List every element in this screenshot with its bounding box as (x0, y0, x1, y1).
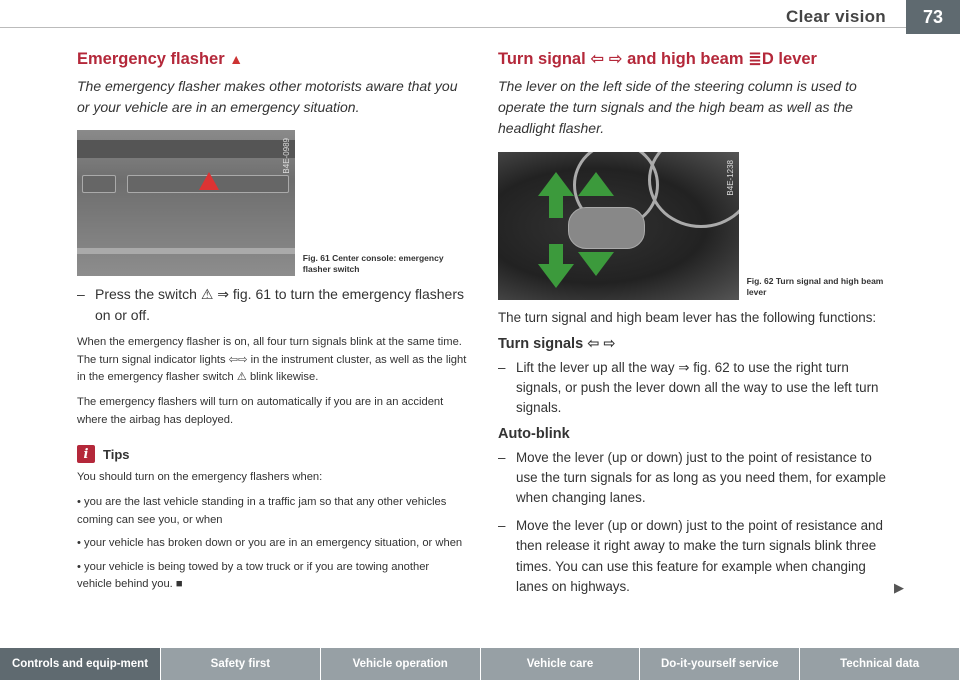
intro-text: The emergency flasher makes other motorists aware that you or your vehicle are in an emergency situation. (77, 77, 458, 116)
info-icon: i (77, 445, 95, 463)
step-text: Move the lever (up or down) just to the point of resistance to use the turn signals for as long as you need them, for example when changing lanes. (516, 450, 886, 506)
warning-triangle-icon: ▲ (229, 51, 244, 67)
footer-tab-safety[interactable]: Safety first (161, 648, 321, 680)
left-column (77, 50, 467, 599)
step-dash: – (498, 518, 506, 534)
arrow-down-icon (538, 264, 574, 288)
step-item (498, 448, 892, 508)
continue-arrow-icon: ▶ (894, 580, 904, 595)
header-rule (0, 27, 960, 28)
footer-tab-vehicle-operation[interactable]: Vehicle operation (321, 648, 481, 680)
footer-tab-controls[interactable]: Controls and equip-ment (0, 648, 161, 680)
footer-nav (0, 648, 960, 680)
section-title-text: Emergency flasher (77, 50, 225, 68)
step-text: Lift the lever up all the way ⇒ fig. 62 to use the right turn signals, or push the lever down all the way to use the left turn signals. (516, 359, 879, 415)
figure-id: B4E-1238 (725, 159, 735, 196)
section-title-emergency-flasher (77, 50, 467, 70)
tips-bullet-text: your vehicle has broken down or you are in an emergency situation, or when (84, 537, 463, 550)
lever-stalk (568, 207, 645, 249)
step-item (498, 358, 892, 418)
step-dash: – (498, 359, 506, 375)
right-column (498, 50, 892, 605)
console-trim (77, 248, 295, 254)
figure-id: B4E-0989 (281, 138, 291, 174)
step-text: Press the switch ⚠ ⇒ fig. 61 to turn the emergency flashers on or off. (95, 286, 464, 324)
figure-61-row (77, 130, 467, 276)
footer-tab-technical-data[interactable]: Technical data (800, 648, 960, 680)
figure-62-image (498, 152, 739, 300)
tips-title: Tips (103, 446, 130, 462)
step-item (77, 284, 467, 326)
tips-heading (77, 445, 467, 463)
body-paragraph: The turn signal and high beam lever has the following functions: (498, 309, 877, 325)
footer-tab-vehicle-care[interactable]: Vehicle care (481, 648, 641, 680)
subheading-auto-blink: Auto-blink (498, 426, 570, 443)
console-button (82, 175, 116, 193)
arrow-up-icon (538, 172, 574, 196)
step-dash: – (498, 450, 506, 466)
section-title-turn-signal: Turn signal ⇦ ⇨ and high beam ≣D lever (498, 50, 817, 68)
figure-62-caption: Fig. 62 Turn signal and high beam lever (746, 276, 884, 297)
tips-bullet-text: your vehicle is being towed by a tow truck or if you are towing another vehicle behind you. ■ (77, 560, 430, 590)
tips-bullet: • your vehicle is being towed by a tow truck or if you are towing another vehicle behind you. ■ (77, 560, 430, 590)
tips-bullet: • your vehicle has broken down or you are in an emergency situation, or when (77, 537, 463, 550)
intro-text: The lever on the left side of the steering column is used to operate the turn signals and the high beam as well as the headlight flasher. (498, 77, 857, 137)
subheading-turn-signals: Turn signals ⇦ ⇨ (498, 335, 616, 352)
figure-61-image (77, 130, 295, 276)
step-item (498, 516, 892, 596)
tips-bullet: • you are the last vehicle standing in a traffic jam so that any other vehicles coming can see you, or when (77, 496, 447, 526)
arrow-up-icon (578, 172, 614, 196)
body-paragraph: The emergency flashers will turn on automatically if you are in an accident where the airbag has deployed. (77, 396, 444, 426)
body-paragraph: When the emergency flasher is on, all four turn signals blink at the same time. The turn signal indicator lights ⇦⇨ in the instrument cluster, as well as the light in the emergency flasher switch ⚠ blink likewise. (77, 336, 467, 384)
arrow-down-icon (578, 252, 614, 276)
hazard-triangle-icon (199, 172, 219, 190)
running-head: Clear vision (786, 7, 886, 26)
tips-bullet-text: you are the last vehicle standing in a traffic jam so that any other vehicles coming can see you, or when (77, 496, 447, 526)
arrow-stem (549, 196, 563, 218)
step-dash: – (77, 286, 85, 303)
page-number: 73 (906, 0, 960, 34)
gauge-dial (648, 152, 739, 228)
footer-tab-diy-service[interactable]: Do-it-yourself service (640, 648, 800, 680)
console-vent (77, 140, 295, 158)
arrow-stem (549, 244, 563, 266)
step-text: Move the lever (up or down) just to the point of resistance and then release it right away to make the turn signals blink three times. You can use this feature for example when changing lanes on highways. (516, 518, 883, 594)
figure-61-caption: Fig. 61 Center console: emergency flasher switch (302, 253, 444, 274)
tips-intro: You should turn on the emergency flashers when: (77, 471, 323, 484)
figure-62-row (498, 152, 892, 300)
